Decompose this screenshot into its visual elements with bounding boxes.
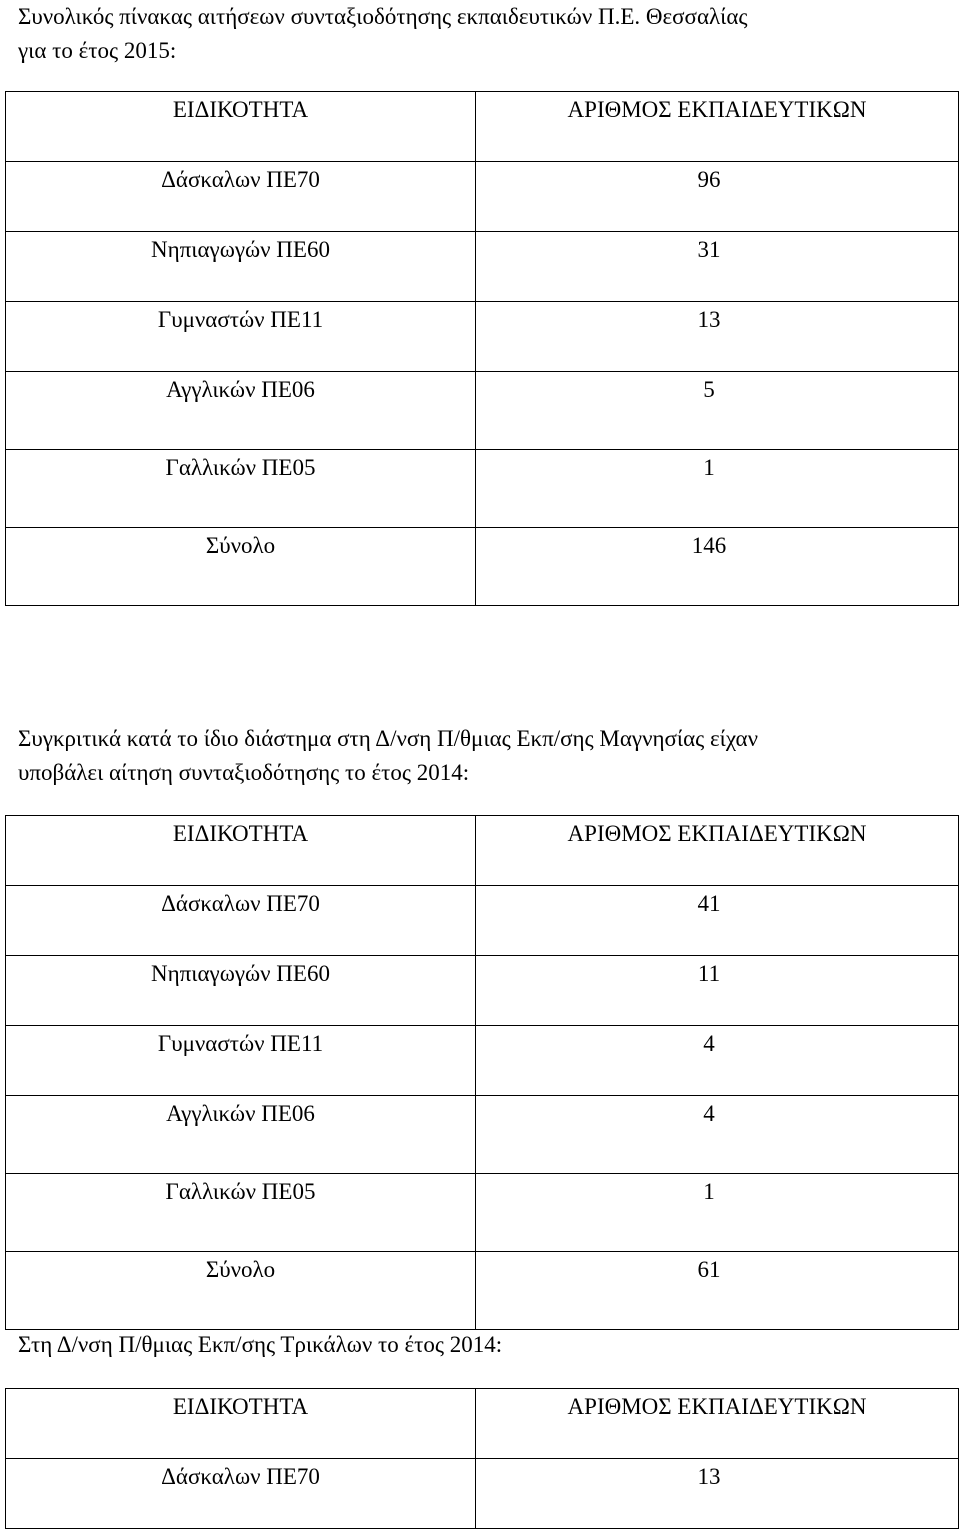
total-count-cell: 146 <box>476 528 959 606</box>
count-cell: 1 <box>476 450 959 528</box>
specialty-cell: Γαλλικών ΠΕ05 <box>6 450 476 528</box>
count-cell: 13 <box>476 302 959 372</box>
table-row <box>6 1459 959 1529</box>
trikala-paragraph <box>18 1328 948 1362</box>
heading-line-2: για το έτος 2015: <box>18 38 177 63</box>
table-row <box>6 162 959 232</box>
comparison-paragraph <box>18 722 948 790</box>
specialty-cell: Αγγλικών ΠΕ06 <box>6 372 476 450</box>
count-cell: 5 <box>476 372 959 450</box>
count-cell: 41 <box>476 886 959 956</box>
count-cell: 4 <box>476 1096 959 1174</box>
header-cell-specialty: ΕΙΔΙΚΟΤΗΤΑ <box>6 1389 476 1459</box>
specialty-cell: Νηπιαγωγών ΠΕ60 <box>6 956 476 1026</box>
specialty-cell: Γυμναστών ΠΕ11 <box>6 302 476 372</box>
specialty-cell: Δάσκαλων ΠΕ70 <box>6 162 476 232</box>
table-magnesia-2014 <box>5 815 959 1330</box>
header-cell-specialty: ΕΙΔΙΚΟΤΗΤΑ <box>6 816 476 886</box>
total-count-cell: 61 <box>476 1252 959 1330</box>
document-heading <box>18 0 948 68</box>
table-header-row <box>6 92 959 162</box>
table-row <box>6 232 959 302</box>
table-row-total <box>6 1252 959 1330</box>
specialty-cell: Γυμναστών ΠΕ11 <box>6 1026 476 1096</box>
header-cell-specialty: ΕΙΔΙΚΟΤΗΤΑ <box>6 92 476 162</box>
specialty-cell: Γαλλικών ΠΕ05 <box>6 1174 476 1252</box>
comparison-line-2: υποβάλει αίτηση συνταξιοδότησης το έτος 2014: <box>18 760 470 785</box>
total-label-cell: Σύνολο <box>6 1252 476 1330</box>
header-cell-count: ΑΡΙΘΜΟΣ ΕΚΠΑΙΔΕΥΤΙΚΩΝ <box>476 816 959 886</box>
table-row <box>6 886 959 956</box>
table-row <box>6 1174 959 1252</box>
table-row <box>6 1026 959 1096</box>
specialty-cell: Νηπιαγωγών ΠΕ60 <box>6 232 476 302</box>
header-cell-count: ΑΡΙΘΜΟΣ ΕΚΠΑΙΔΕΥΤΙΚΩΝ <box>476 1389 959 1459</box>
table-2015 <box>5 91 959 606</box>
count-cell: 31 <box>476 232 959 302</box>
specialty-cell: Δάσκαλων ΠΕ70 <box>6 886 476 956</box>
table-row <box>6 1096 959 1174</box>
specialty-cell: Δάσκαλων ΠΕ70 <box>6 1459 476 1529</box>
table-header-row <box>6 1389 959 1459</box>
trikala-line: Στη Δ/νση Π/θμιας Εκπ/σης Τρικάλων το έτος 2014: <box>18 1332 503 1357</box>
count-cell: 11 <box>476 956 959 1026</box>
header-cell-count: ΑΡΙΘΜΟΣ ΕΚΠΑΙΔΕΥΤΙΚΩΝ <box>476 92 959 162</box>
table-trikala-2014 <box>5 1388 959 1529</box>
count-cell: 96 <box>476 162 959 232</box>
count-cell: 13 <box>476 1459 959 1529</box>
total-label-cell: Σύνολο <box>6 528 476 606</box>
comparison-line-1: Συγκριτικά κατά το ίδιο διάστημα στη Δ/νση Π/θμιας Εκπ/σης Μαγνησίας είχαν <box>18 726 758 751</box>
heading-line-1: Συνολικός πίνακας αιτήσεων συνταξιοδότησης εκπαιδευτικών Π.Ε. Θεσσαλίας <box>18 4 748 29</box>
table-row <box>6 302 959 372</box>
specialty-cell: Αγγλικών ΠΕ06 <box>6 1096 476 1174</box>
table-row <box>6 372 959 450</box>
count-cell: 1 <box>476 1174 959 1252</box>
table-row <box>6 450 959 528</box>
table-row-total <box>6 528 959 606</box>
table-row <box>6 956 959 1026</box>
count-cell: 4 <box>476 1026 959 1096</box>
table-header-row <box>6 816 959 886</box>
